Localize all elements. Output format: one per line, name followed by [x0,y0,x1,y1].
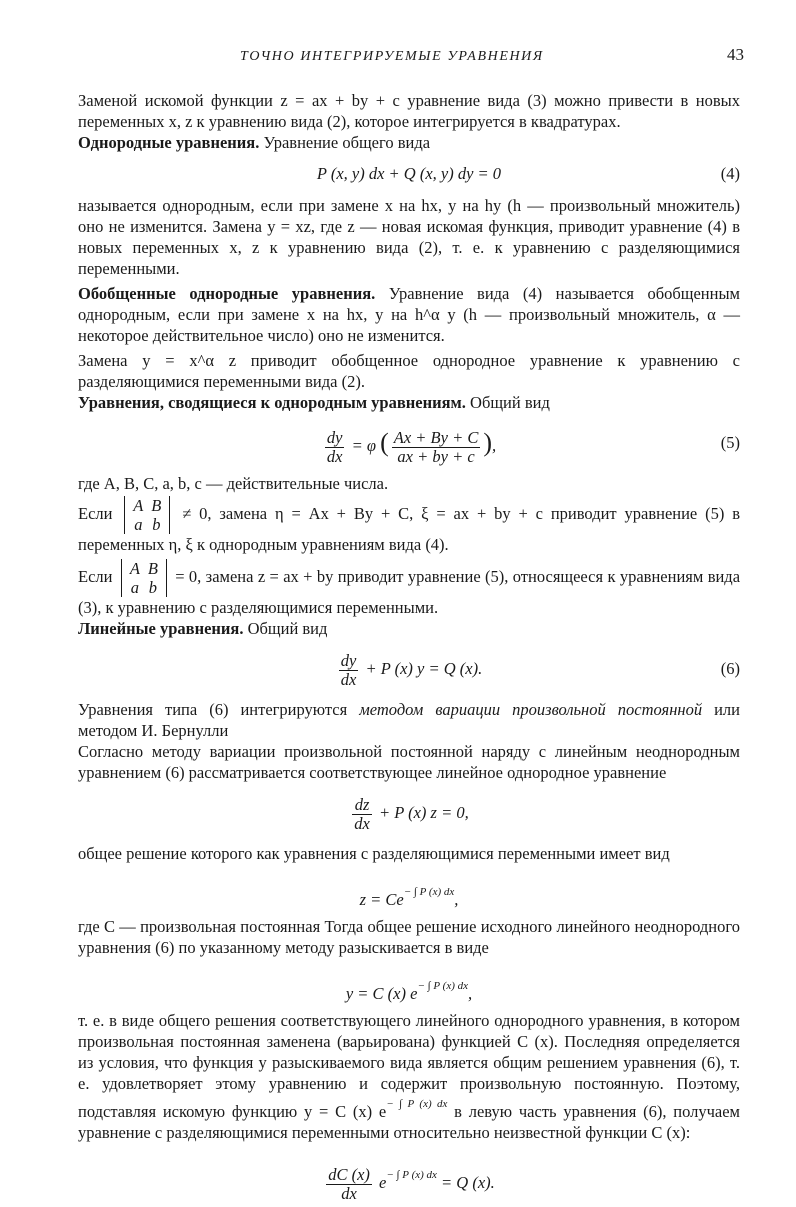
paragraph-substitution: Заменой искомой функции z = ax + by + c уравнение вида (3) можно привести в новых переменных x, z к уравнению вида (2), которое интегрируется в квадратурах. [78,91,740,131]
paragraph-homogeneous: Однородные уравнения. Уравнение общего вида [78,133,431,152]
heading-reducible: Уравнения, сводящиеся к однородным уравнениям. [78,393,466,412]
equation-number-6: (6) [720,659,740,678]
paragraph-real-numbers: где A, B, C, a, b, c — действительные числа. [78,474,389,493]
equation-number-5: (5) [720,433,740,452]
heading-linear: Линейные уравнения. [78,619,244,638]
running-title: ТОЧНО ИНТЕГРИРУЕМЫЕ УРАВНЕНИЯ [240,49,544,64]
paragraph-reducible: Уравнения, сводящиеся к однородным уравнениям. Общий вид [78,393,550,412]
determinant-2: A B a b [121,559,167,597]
heading-generalized: Обобщенные однородные уравнения. [78,284,376,303]
formula-homogeneous: $\frac{dz}{dx}$ + P (x) z = 0, [354,794,469,833]
paragraph-general-solution: общее решение которого как уравнения с разделяющимися переменными имеет вид [78,844,670,863]
formula-6: $\frac{dy}{dx}$ + P (x) y = Q (x). (6) [78,645,740,693]
paragraph-const: где C — произвольная постоянная Тогда общее решение исходного линейного неоднородного уравнения (6) по указанному методу разыскивается в виде [78,917,740,957]
heading-homogeneous: Однородные уравнения. [78,133,260,152]
paragraph-generalized: Обобщенные однородные уравнения. Уравнение вида (4) называется обобщенным однородным, если при замене x на hx, y на h^α y (h — произвольный множитель, α — некоторое действительное число) оно не изменится. [78,284,740,345]
paragraph-homogeneous-def: называется однородным, если при замене x на hx, y на hy (h — произвольный множитель) оно не изменится. Замена y = xz, где z — новая искомая функция, приводит уравнение (4) в новых переменных x, z к уравнению вида (2), т. е. к уравнению с разделяющимися переменными. [78,196,740,278]
formula-y: y = C (x) $e^{- \int P (x) dx}$, [345,980,473,1003]
page-number: 43 [727,45,744,64]
paragraph-linear: Линейные уравнения. Общий вид [78,619,328,638]
paragraph-case-zero: Если A B a b = 0, замена z = ax + by приводит уравнение (5), относящееся к уравнениям вида (3), к уравнению с разделяющимися переменными. [78,559,741,617]
formula-5: $\frac{dy}{dx}$ = φ ( $\frac{Ax + By + C}{ax + by + c}$ ), (5) [78,419,740,467]
page-content [78,90,740,1205]
determinant-1: A B a b [124,496,170,534]
equation-number-4: (4) [720,164,740,183]
paragraph-methods: Уравнения типа (6) интегрируются методом вариации произвольной постоянной или методом И. Бернулли [78,700,740,740]
paragraph-variation: Согласно методу вариации произвольной постоянной наряду с линейным неоднородным уравнением (6) рассматривается соответствующее линейное однородное уравнение [78,742,740,782]
formula-4: P (x, y) dx + Q (x, y) dy = 0 (4) [78,159,740,189]
formula-z: $z = Ce^{- \int P (x) dx}$, [359,886,459,909]
paragraph-explanation: т. е. в виде общего решения соответствующего линейного однородного уравнения, в котором произвольная постоянная заменена (варьирована) функцией C (x). Последняя определяется из условия, что функция y разыскиваемого вида является общим решением уравнения (6), т. е. удовлетворяет этому уравнению и содержит произвольную постоянную. Поэтому, подставляя искомую функцию y = C (x) $e^{- \int P (x) dx}$ в левую часть уравнения (6), получаем уравнение с разделяющимися переменными относительно неизвестной функции C (x): [78,1011,740,1142]
formula-final: $\frac{dC (x)}{dx}$ $e^{- \int P (x) dx} = Q$ (x). [328,1164,495,1203]
page-header [0,46,796,70]
paragraph-generalized-substitution: Замена y = x^α z приводит обобщенное однородное уравнение к уравнению с разделяющимися переменными вида (2). [78,351,740,391]
paragraph-case-nonzero: Если A B a b ≠ 0, замена η = Ax + By + C, ξ = ax + by + c приводит уравнение (5) в переменных η, ξ к однородным уравнениям вида (4). [78,496,741,554]
method-name: методом вариации произвольной постоянной [359,700,703,719]
